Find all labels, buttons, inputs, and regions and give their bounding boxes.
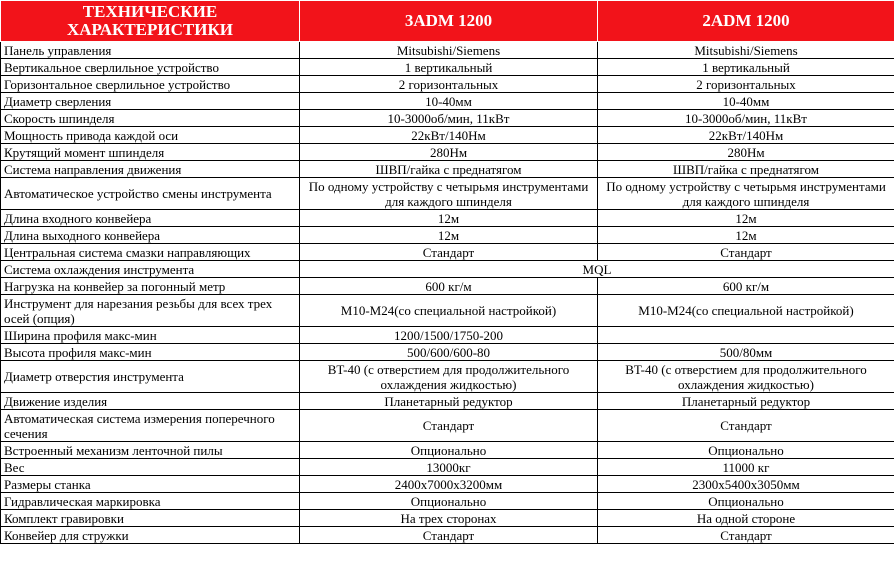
value-2adm: 10-3000об/мин, 11кВт — [598, 110, 894, 127]
value-2adm: ШВП/гайка с преднатягом — [598, 161, 894, 178]
table-row — [1, 510, 894, 527]
value-2adm: Стандарт — [598, 410, 894, 442]
table-row — [1, 393, 894, 410]
value-2adm: 2 горизонтальных — [598, 76, 894, 93]
value-2adm: Планетарный редуктор — [598, 393, 894, 410]
table-row — [1, 178, 894, 210]
table-row — [1, 110, 894, 127]
table-row — [1, 144, 894, 161]
value-3adm: Стандарт — [300, 244, 598, 261]
row-label: Движение изделия — [1, 393, 300, 410]
table-row — [1, 278, 894, 295]
value-3adm: 1200/1500/1750-200 — [300, 327, 598, 344]
value-3adm: 2 горизонтальных — [300, 76, 598, 93]
value-2adm: 1 вертикальный — [598, 59, 894, 76]
value-3adm: Mitsubishi/Siemens — [300, 42, 598, 59]
row-label: Система охлаждения инструмента — [1, 261, 300, 278]
header-model-2adm: 2ADM 1200 — [598, 1, 894, 42]
row-label: Гидравлическая маркировка — [1, 493, 300, 510]
value-3adm: Опционально — [300, 442, 598, 459]
value-2adm: 10-40мм — [598, 93, 894, 110]
table-row — [1, 361, 894, 393]
row-label: Длина входного конвейера — [1, 210, 300, 227]
value-2adm: 22кВт/140Нм — [598, 127, 894, 144]
value-3adm: 12м — [300, 210, 598, 227]
table-row — [1, 493, 894, 510]
table-row — [1, 59, 894, 76]
table-row — [1, 442, 894, 459]
value-3adm: Стандарт — [300, 527, 598, 544]
row-label: Автоматическая система измерения поперечного сечения — [1, 410, 300, 442]
row-label: Мощность привода каждой оси — [1, 127, 300, 144]
row-label: Скорость шпинделя — [1, 110, 300, 127]
table-row — [1, 476, 894, 493]
value-2adm: 280Нм — [598, 144, 894, 161]
table-row — [1, 93, 894, 110]
row-label: Встроенный механизм ленточной пилы — [1, 442, 300, 459]
table-row — [1, 344, 894, 361]
row-label: Диаметр отверстия инструмента — [1, 361, 300, 393]
table-row — [1, 244, 894, 261]
value-both-models: MQL — [300, 261, 894, 278]
row-label: Панель управления — [1, 42, 300, 59]
header-model-3adm: 3ADM 1200 — [300, 1, 598, 42]
row-label: Диаметр сверления — [1, 93, 300, 110]
row-label: Крутящий момент шпинделя — [1, 144, 300, 161]
header-row — [1, 1, 894, 42]
row-label: Длина выходного конвейера — [1, 227, 300, 244]
table-row — [1, 459, 894, 476]
value-3adm: 600 кг/м — [300, 278, 598, 295]
table-row — [1, 295, 894, 327]
row-label: Инструмент для нарезания резьбы для всех трех осей (опция) — [1, 295, 300, 327]
value-2adm: BT-40 (с отверстием для продолжительного охлаждения жидкостью) — [598, 361, 894, 393]
value-3adm: BT-40 (с отверстием для продолжительного охлаждения жидкостью) — [300, 361, 598, 393]
table-row — [1, 410, 894, 442]
table-row — [1, 210, 894, 227]
value-3adm: По одному устройству с четырьмя инструментами для каждого шпинделя — [300, 178, 598, 210]
value-3adm: 1 вертикальный — [300, 59, 598, 76]
value-2adm: 600 кг/м — [598, 278, 894, 295]
value-3adm: Стандарт — [300, 410, 598, 442]
row-label: Система направления движения — [1, 161, 300, 178]
table-row — [1, 127, 894, 144]
row-label: Нагрузка на конвейер за погонный метр — [1, 278, 300, 295]
value-3adm: 280Нм — [300, 144, 598, 161]
value-3adm: 2400x7000x3200мм — [300, 476, 598, 493]
value-2adm: 11000 кг — [598, 459, 894, 476]
value-2adm: Опционально — [598, 442, 894, 459]
table-row — [1, 327, 894, 344]
table-row — [1, 42, 894, 59]
value-2adm: Стандарт — [598, 244, 894, 261]
value-3adm: 500/600/600-80 — [300, 344, 598, 361]
value-3adm: 13000кг — [300, 459, 598, 476]
value-2adm: По одному устройству с четырьмя инструментами для каждого шпинделя — [598, 178, 894, 210]
row-label: Вертикальное сверлильное устройство — [1, 59, 300, 76]
row-label: Высота профиля макс-мин — [1, 344, 300, 361]
row-label: Центральная система смазки направляющих — [1, 244, 300, 261]
value-3adm: Планетарный редуктор — [300, 393, 598, 410]
table-row — [1, 227, 894, 244]
value-3adm: 10-40мм — [300, 93, 598, 110]
row-label: Горизонтальное сверлильное устройство — [1, 76, 300, 93]
value-3adm: 12м — [300, 227, 598, 244]
row-label: Автоматическое устройство смены инструмента — [1, 178, 300, 210]
row-label: Вес — [1, 459, 300, 476]
row-label: Ширина профиля макс-мин — [1, 327, 300, 344]
value-2adm: Стандарт — [598, 527, 894, 544]
value-2adm: 12м — [598, 227, 894, 244]
value-3adm: M10-M24(со специальной настройкой) — [300, 295, 598, 327]
row-label: Конвейер для стружки — [1, 527, 300, 544]
value-2adm: 12м — [598, 210, 894, 227]
row-label: Комплект гравировки — [1, 510, 300, 527]
value-3adm: 22кВт/140Нм — [300, 127, 598, 144]
value-2adm: На одной стороне — [598, 510, 894, 527]
table-row — [1, 261, 894, 278]
header-specs: ТЕХНИЧЕСКИЕ ХАРАКТЕРИСТИКИ — [1, 1, 300, 42]
value-3adm: ШВП/гайка с преднатягом — [300, 161, 598, 178]
table-row — [1, 76, 894, 93]
value-2adm: 500/80мм — [598, 344, 894, 361]
row-label: Размеры станка — [1, 476, 300, 493]
value-2adm — [598, 327, 894, 344]
table-row — [1, 527, 894, 544]
value-2adm: M10-M24(со специальной настройкой) — [598, 295, 894, 327]
value-2adm: Mitsubishi/Siemens — [598, 42, 894, 59]
value-3adm: 10-3000об/мин, 11кВт — [300, 110, 598, 127]
value-2adm: Опционально — [598, 493, 894, 510]
value-2adm: 2300x5400x3050мм — [598, 476, 894, 493]
value-3adm: Опционально — [300, 493, 598, 510]
value-3adm: На трех сторонах — [300, 510, 598, 527]
table-row — [1, 161, 894, 178]
